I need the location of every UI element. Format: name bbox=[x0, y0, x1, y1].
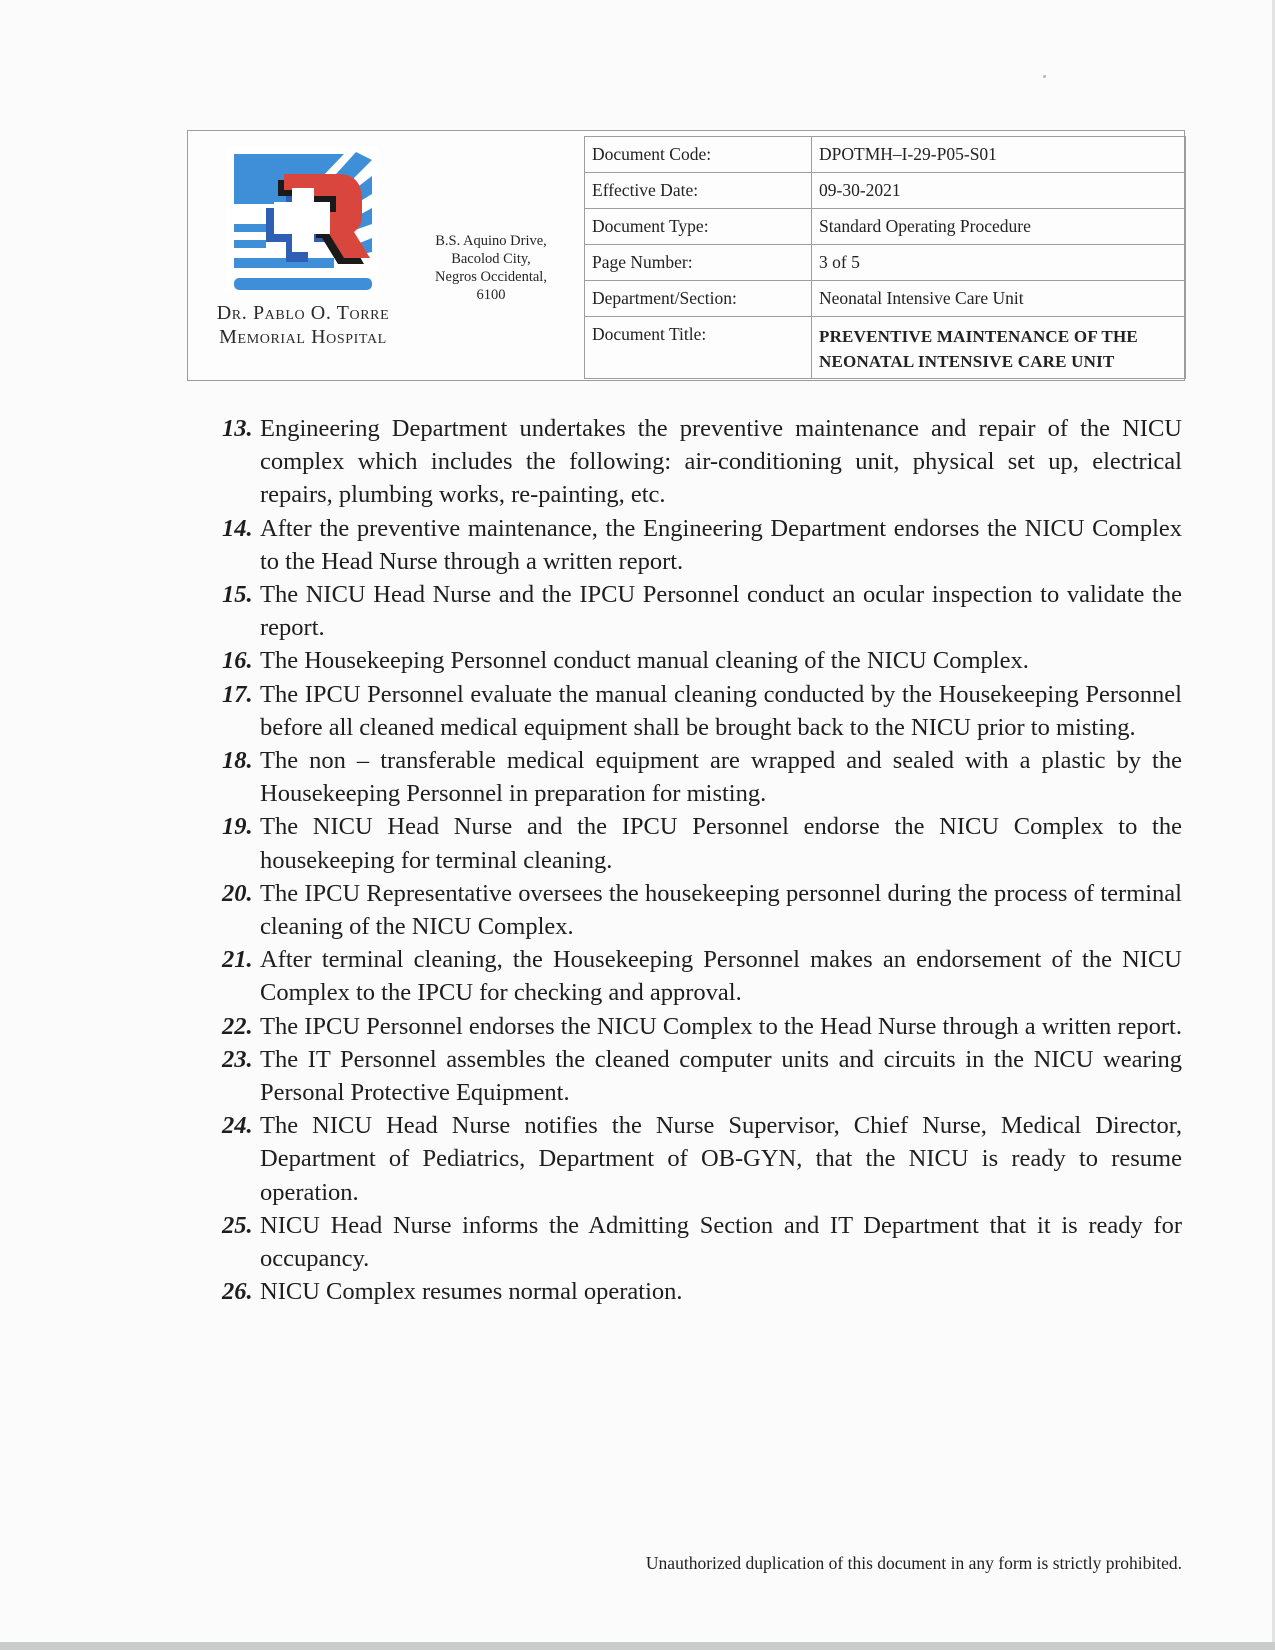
meta-label: Effective Date: bbox=[585, 173, 812, 209]
meta-value-department: Neonatal Intensive Care Unit bbox=[812, 281, 1186, 317]
document-title-line-1: PREVENTIVE MAINTENANCE OF THE bbox=[819, 327, 1138, 346]
document-title-line-2: NEONATAL INTENSIVE CARE UNIT bbox=[819, 352, 1115, 371]
list-item bbox=[222, 1275, 1182, 1308]
hospital-name-line-1: Dr. Pablo O. Torre bbox=[216, 302, 390, 324]
step-number: 25. bbox=[222, 1211, 253, 1239]
list-item bbox=[222, 744, 1182, 810]
list-item bbox=[222, 412, 1182, 512]
step-text: After the preventive maintenance, the Engineering Department endorses the NICU Complex to the Head Nurse through a written report. bbox=[260, 514, 1182, 575]
list-item bbox=[222, 810, 1182, 876]
step-text: Engineering Department undertakes the preventive maintenance and repair of the NICU complex which includes the following: air-conditioning unit, physical set up, electrical repairs, plumbing works, re-painting, etc. bbox=[260, 415, 1182, 509]
list-item bbox=[222, 1043, 1182, 1109]
meta-row-document-code bbox=[585, 137, 1186, 173]
step-number: 19. bbox=[222, 813, 253, 841]
hospital-name-line-2: Memorial Hospital bbox=[219, 326, 387, 348]
address-line: Negros Occidental, bbox=[435, 269, 547, 285]
meta-value-page-number: 3 of 5 bbox=[812, 245, 1186, 281]
meta-row-document-type bbox=[585, 209, 1186, 245]
list-item bbox=[222, 644, 1182, 677]
meta-value-document-title bbox=[812, 317, 1186, 379]
duplication-notice: Unauthorized duplication of this document in any form is strictly prohibited. bbox=[645, 1553, 1182, 1573]
meta-value-document-code: DPOTMH–I-29-P05-S01 bbox=[812, 137, 1186, 173]
list-item bbox=[222, 512, 1182, 578]
meta-label: Page Number: bbox=[585, 245, 812, 281]
step-text: The NICU Head Nurse notifies the Nurse Supervisor, Chief Nurse, Medical Director, Department of Pediatrics, Department of OB-GYN, that the NICU is ready to resume operation. bbox=[260, 1112, 1182, 1206]
step-number: 18. bbox=[222, 747, 253, 775]
step-number: 21. bbox=[222, 946, 253, 974]
step-number: 20. bbox=[222, 879, 253, 907]
hospital-name bbox=[188, 301, 418, 349]
meta-label: Document Title: bbox=[585, 317, 812, 379]
step-text: The Housekeeping Personnel conduct manual cleaning of the NICU Complex. bbox=[260, 647, 1029, 675]
step-number: 16. bbox=[222, 647, 253, 675]
address-line: 6100 bbox=[476, 287, 506, 303]
address-line: B.S. Aquino Drive, bbox=[435, 233, 547, 249]
meta-row-department bbox=[585, 281, 1186, 317]
hospital-address bbox=[416, 232, 566, 304]
step-text: After terminal cleaning, the Housekeeping Personnel makes an endorsement of the NICU Complex to the IPCU for checking and approval. bbox=[260, 946, 1182, 1007]
list-item bbox=[222, 678, 1182, 744]
meta-label: Document Type: bbox=[585, 209, 812, 245]
step-text: The IT Personnel assembles the cleaned computer units and circuits in the NICU wearing Personal Protective Equipment. bbox=[260, 1045, 1182, 1107]
step-number: 26. bbox=[222, 1278, 253, 1306]
step-number: 23. bbox=[222, 1045, 253, 1073]
step-text: The NICU Head Nurse and the IPCU Personnel endorse the NICU Complex to the housekeeping for terminal cleaning. bbox=[260, 813, 1182, 874]
step-text: The IPCU Representative oversees the housekeeping personnel during the process of terminal cleaning of the NICU Complex. bbox=[260, 879, 1182, 941]
step-number: 17. bbox=[222, 680, 253, 708]
step-text: The IPCU Personnel endorses the NICU Complex to the Head Nurse through a written report. bbox=[260, 1012, 1182, 1040]
meta-label: Department/Section: bbox=[585, 281, 812, 317]
meta-value-document-type: Standard Operating Procedure bbox=[812, 209, 1186, 245]
step-text: The non – transferable medical equipment are wrapped and sealed with a plastic by the Housekeeping Personnel in preparation for misting. bbox=[260, 747, 1182, 808]
step-text: NICU Complex resumes normal operation. bbox=[260, 1278, 683, 1306]
document-header bbox=[187, 130, 1185, 381]
meta-row-effective-date bbox=[585, 173, 1186, 209]
step-number: 13. bbox=[222, 415, 253, 442]
step-text: NICU Head Nurse informs the Admitting Section and IT Department that it is ready for occupancy. bbox=[260, 1211, 1182, 1273]
list-item bbox=[222, 1109, 1182, 1209]
list-item bbox=[222, 943, 1182, 1009]
scan-edge-bottom bbox=[0, 1642, 1275, 1650]
meta-value-effective-date: 09-30-2021 bbox=[812, 173, 1186, 209]
step-number: 22. bbox=[222, 1012, 253, 1040]
hospital-identity bbox=[188, 131, 584, 380]
address-line: Bacolod City, bbox=[451, 251, 531, 267]
list-item bbox=[222, 1209, 1182, 1275]
meta-label: Document Code: bbox=[585, 137, 812, 173]
step-number: 14. bbox=[222, 514, 253, 542]
step-number: 15. bbox=[222, 581, 253, 609]
meta-row-page-number bbox=[585, 245, 1186, 281]
list-item bbox=[222, 877, 1182, 943]
list-item bbox=[222, 1010, 1182, 1043]
meta-row-document-title bbox=[585, 317, 1186, 379]
list-item bbox=[222, 578, 1182, 644]
scan-speck bbox=[1043, 75, 1046, 78]
hospital-logo-icon bbox=[226, 146, 379, 296]
procedure-steps-list bbox=[222, 412, 1182, 1308]
document-meta-table bbox=[584, 136, 1186, 379]
step-number: 24. bbox=[222, 1112, 253, 1140]
step-text: The IPCU Personnel evaluate the manual cleaning conducted by the Housekeeping Personnel before all cleaned medical equipment shall be brought back to the NICU prior to misting. bbox=[260, 680, 1182, 741]
step-text: The NICU Head Nurse and the IPCU Personnel conduct an ocular inspection to validate the report. bbox=[260, 581, 1182, 642]
